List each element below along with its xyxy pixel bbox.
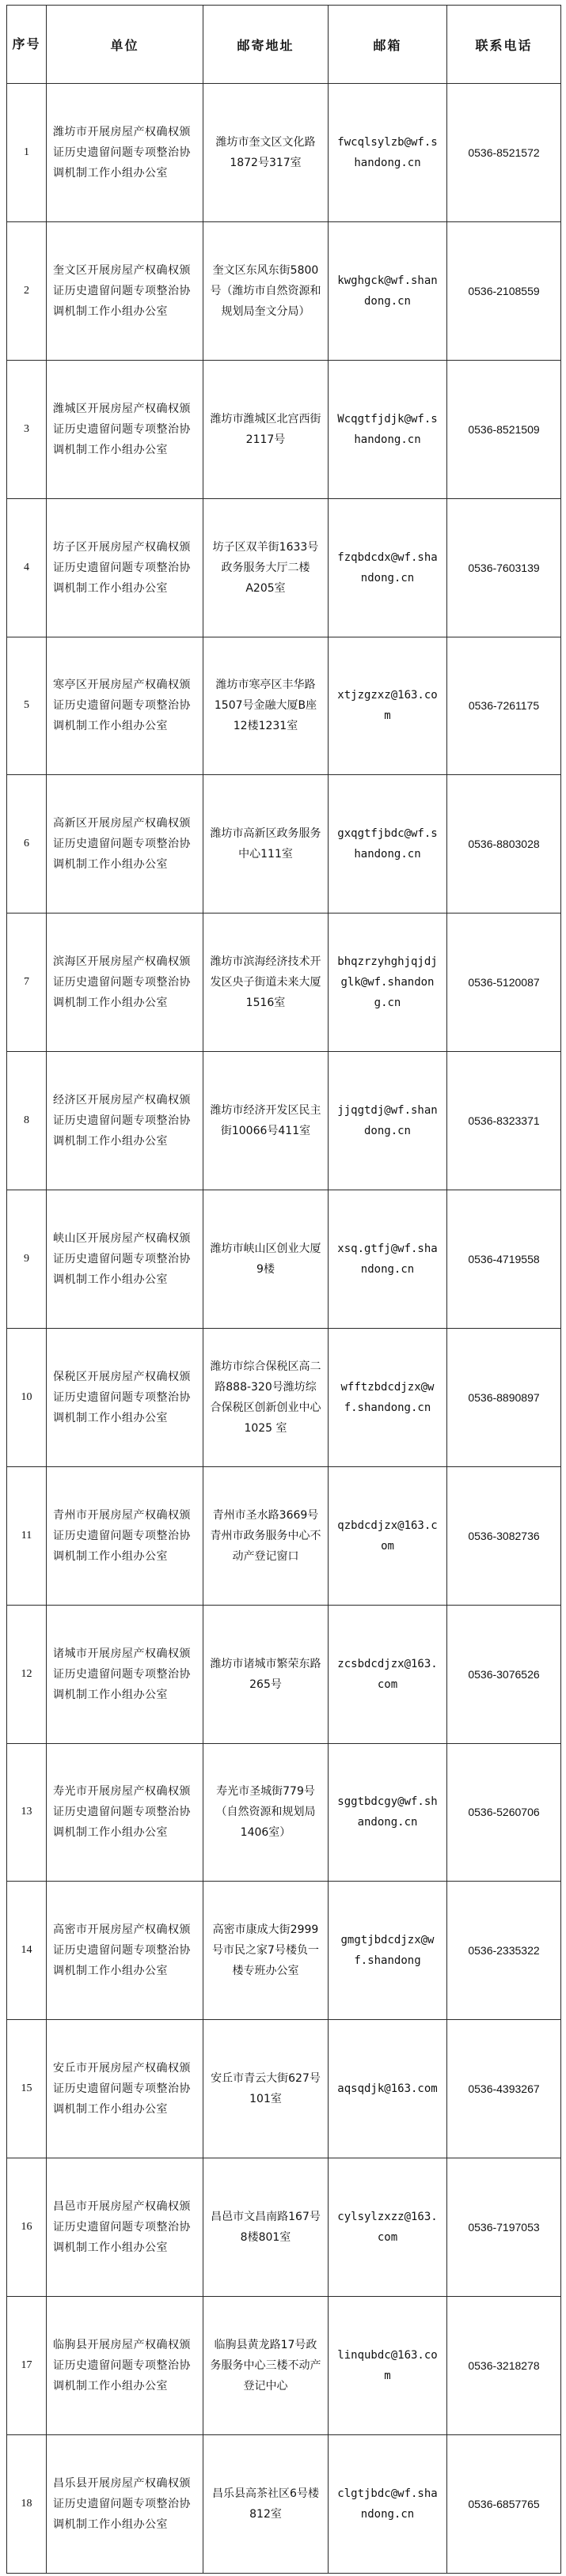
cell-seq: 1 [7,84,47,222]
table-row [7,221,561,360]
table-row [7,1328,561,1466]
cell-seq: 4 [7,498,47,637]
cell-phone: 0536-2335322 [447,1882,561,2020]
cell-unit: 昌乐县开展房屋产权确权颁证历史遗留问题专项整治协调机制工作小组办公室 [47,2434,203,2573]
cell-address: 寿光市圣城街779号（自然资源和规划局1406室） [203,1743,329,1882]
cell-phone: 0536-3076526 [447,1605,561,1743]
cell-phone: 0536-7261175 [447,637,561,775]
cell-email: linqubdc@163.com [329,2297,447,2435]
cell-address: 安丘市青云大街627号101室 [203,2020,329,2158]
cell-unit: 安丘市开展房屋产权确权颁证历史遗留问题专项整治协调机制工作小组办公室 [47,2020,203,2158]
cell-unit: 昌邑市开展房屋产权确权颁证历史遗留问题专项整治协调机制工作小组办公室 [47,2158,203,2297]
cell-email: xsq.gtfj@wf.shandong.cn [329,1190,447,1329]
cell-seq: 7 [7,914,47,1052]
cell-seq: 8 [7,1052,47,1190]
cell-email: kwghgck@wf.shandong.cn [329,221,447,360]
cell-seq: 2 [7,221,47,360]
cell-unit: 坊子区开展房屋产权确权颁证历史遗留问题专项整治协调机制工作小组办公室 [47,498,203,637]
cell-unit: 临朐县开展房屋产权确权颁证历史遗留问题专项整治协调机制工作小组办公室 [47,2297,203,2435]
cell-email: Wcqgtfjdjk@wf.shandong.cn [329,360,447,498]
table-row [7,1882,561,2020]
cell-address: 奎文区东风东街5800号（潍坊市自然资源和规划局奎文分局） [203,221,329,360]
cell-phone: 0536-5120087 [447,914,561,1052]
cell-address: 青州市圣水路3669号青州市政务服务中心不动产登记窗口 [203,1466,329,1605]
cell-email: fzqbdcdx@wf.shandong.cn [329,498,447,637]
table-row [7,1605,561,1743]
table-row [7,1052,561,1190]
cell-address: 潍坊市奎文区文化路1872号317室 [203,84,329,222]
cell-unit: 高新区开展房屋产权确权颁证历史遗留问题专项整治协调机制工作小组办公室 [47,775,203,914]
table-row [7,498,561,637]
table-body [7,84,561,2574]
cell-address: 高密市康成大街2999号市民之家7号楼负一楼专班办公室 [203,1882,329,2020]
cell-email: qzbdcdjzx@163.com [329,1466,447,1605]
cell-seq: 11 [7,1466,47,1605]
header-seq: 序号 [7,6,47,84]
cell-phone: 0536-7603139 [447,498,561,637]
cell-email: aqsqdjk@163.com [329,2020,447,2158]
cell-unit: 经济区开展房屋产权确权颁证历史遗留问题专项整治协调机制工作小组办公室 [47,1052,203,1190]
cell-phone: 0536-8521509 [447,360,561,498]
cell-phone: 0536-8890897 [447,1328,561,1466]
cell-seq: 6 [7,775,47,914]
cell-email: sggtbdcgy@wf.shandong.cn [329,1743,447,1882]
table-row [7,1190,561,1329]
cell-email: jjqgtdj@wf.shandong.cn [329,1052,447,1190]
table-row [7,775,561,914]
cell-address: 潍坊市诸城市繁荣东路265号 [203,1605,329,1743]
cell-address: 昌邑市文昌南路167号8楼801室 [203,2158,329,2297]
cell-phone: 0536-2108559 [447,221,561,360]
cell-email: cylsylzxzz@163.com [329,2158,447,2297]
cell-unit: 潍坊市开展房屋产权确权颁证历史遗留问题专项整治协调机制工作小组办公室 [47,84,203,222]
cell-email: gxqgtfjbdc@wf.shandong.cn [329,775,447,914]
table-row [7,914,561,1052]
cell-seq: 9 [7,1190,47,1329]
table-row [7,2297,561,2435]
cell-unit: 滨海区开展房屋产权确权颁证历史遗留问题专项整治协调机制工作小组办公室 [47,914,203,1052]
cell-email: bhqzrzyhghjqjdjglk@wf.shandong.cn [329,914,447,1052]
cell-address: 潍坊市滨海经济技术开发区央子街道未来大厦1516室 [203,914,329,1052]
cell-seq: 14 [7,1882,47,2020]
cell-phone: 0536-4719558 [447,1190,561,1329]
cell-unit: 保税区开展房屋产权确权颁证历史遗留问题专项整治协调机制工作小组办公室 [47,1328,203,1466]
table-row [7,84,561,222]
cell-seq: 17 [7,2297,47,2435]
table-row [7,1466,561,1605]
cell-seq: 3 [7,360,47,498]
table-row [7,2434,561,2573]
cell-seq: 16 [7,2158,47,2297]
cell-unit: 诸城市开展房屋产权确权颁证历史遗留问题专项整治协调机制工作小组办公室 [47,1605,203,1743]
cell-email: wfftzbdcdjzx@wf.shandong.cn [329,1328,447,1466]
cell-phone: 0536-5260706 [447,1743,561,1882]
cell-address: 临朐县黄龙路17号政务服务中心三楼不动产登记中心 [203,2297,329,2435]
cell-unit: 峡山区开展房屋产权确权颁证历史遗留问题专项整治协调机制工作小组办公室 [47,1190,203,1329]
cell-address: 昌乐县高茶社区6号楼812室 [203,2434,329,2573]
cell-phone: 0536-6857765 [447,2434,561,2573]
cell-address: 潍坊市高新区政务服务中心111室 [203,775,329,914]
cell-address: 坊子区双羊街1633号政务服务大厅二楼A205室 [203,498,329,637]
cell-seq: 5 [7,637,47,775]
header-email: 邮箱 [329,6,447,84]
cell-unit: 寒亭区开展房屋产权确权颁证历史遗留问题专项整治协调机制工作小组办公室 [47,637,203,775]
cell-address: 潍坊市寒亭区丰华路1507号金融大厦B座12楼1231室 [203,637,329,775]
cell-email: xtjzgzxz@163.com [329,637,447,775]
cell-email: fwcqlsylzb@wf.shandong.cn [329,84,447,222]
cell-phone: 0536-3218278 [447,2297,561,2435]
cell-email: gmgtjbdcdjzx@wf.shandong [329,1882,447,2020]
cell-address: 潍坊市综合保税区高二路888-320号潍坊综合保税区创新创业中心1025 室 [203,1328,329,1466]
cell-email: zcsbdcdjzx@163.com [329,1605,447,1743]
cell-phone: 0536-4393267 [447,2020,561,2158]
cell-phone: 0536-7197053 [447,2158,561,2297]
table-row [7,2158,561,2297]
cell-address: 潍坊市峡山区创业大厦9楼 [203,1190,329,1329]
cell-phone: 0536-8323371 [447,1052,561,1190]
table-row [7,1743,561,1882]
cell-phone: 0536-3082736 [447,1466,561,1605]
cell-unit: 奎文区开展房屋产权确权颁证历史遗留问题专项整治协调机制工作小组办公室 [47,221,203,360]
cell-address: 潍坊市潍城区北宫西街2117号 [203,360,329,498]
table-row [7,360,561,498]
cell-seq: 10 [7,1328,47,1466]
cell-seq: 12 [7,1605,47,1743]
cell-address: 潍坊市经济开发区民主街10066号411室 [203,1052,329,1190]
cell-unit: 潍城区开展房屋产权确权颁证历史遗留问题专项整治协调机制工作小组办公室 [47,360,203,498]
cell-phone: 0536-8521572 [447,84,561,222]
cell-unit: 寿光市开展房屋产权确权颁证历史遗留问题专项整治协调机制工作小组办公室 [47,1743,203,1882]
cell-seq: 13 [7,1743,47,1882]
cell-seq: 15 [7,2020,47,2158]
cell-seq: 18 [7,2434,47,2573]
cell-email: clgtjbdc@wf.shandong.cn [329,2434,447,2573]
cell-unit: 青州市开展房屋产权确权颁证历史遗留问题专项整治协调机制工作小组办公室 [47,1466,203,1605]
table-row [7,637,561,775]
table-row [7,2020,561,2158]
header-address: 邮寄地址 [203,6,329,84]
contact-table [6,5,561,2574]
header-phone: 联系电话 [447,6,561,84]
cell-phone: 0536-8803028 [447,775,561,914]
cell-unit: 高密市开展房屋产权确权颁证历史遗留问题专项整治协调机制工作小组办公室 [47,1882,203,2020]
header-unit: 单位 [47,6,203,84]
table-header-row [7,6,561,84]
